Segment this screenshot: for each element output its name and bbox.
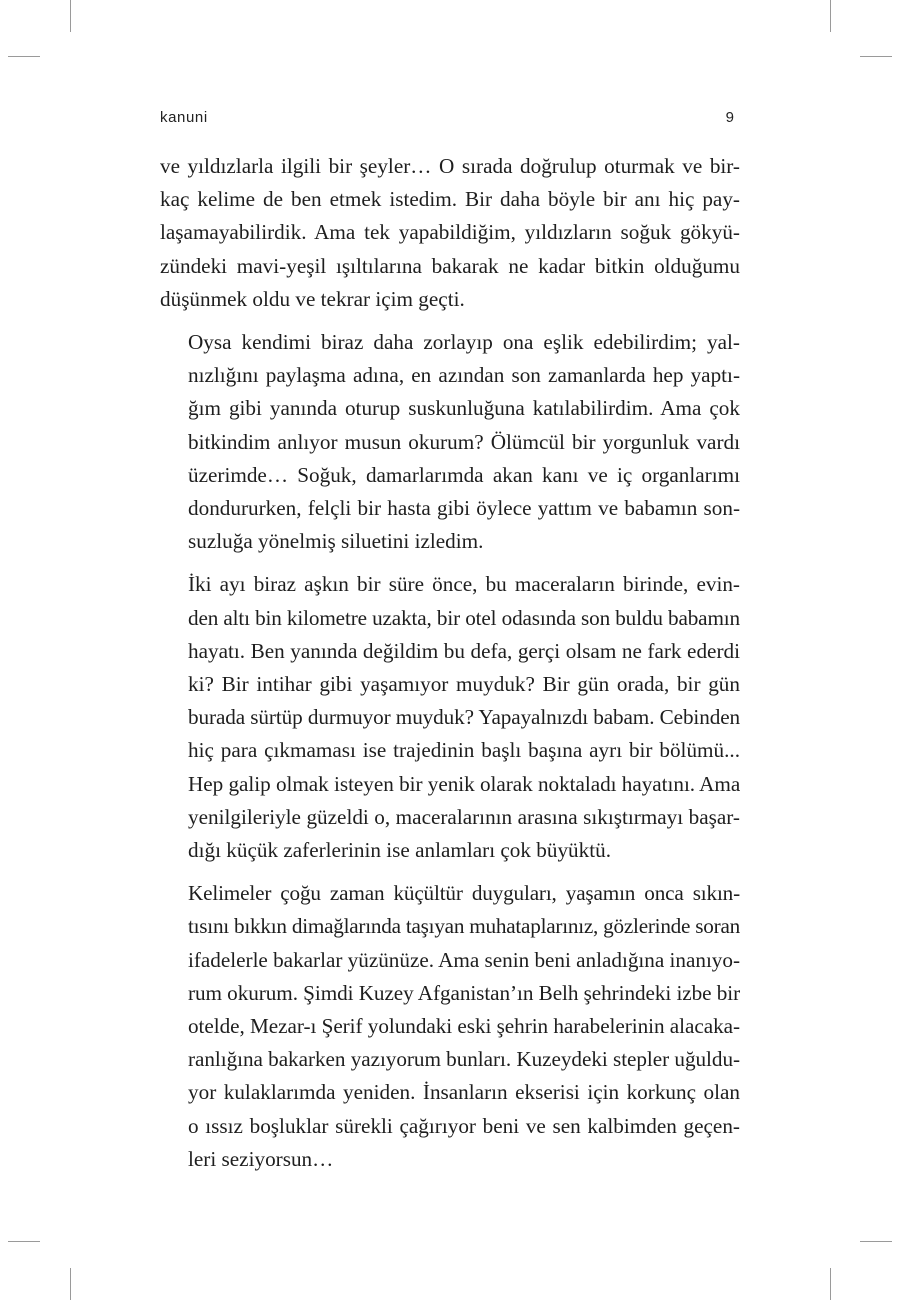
crop-mark-right-bottom bbox=[860, 1241, 892, 1242]
text-line: zündeki mavi-yeşil ışıltılarına bakarak ne kadar bitkin olduğumu bbox=[160, 253, 740, 278]
text-line: rum okurum. Şimdi Kuzey Afganistan’ın Belh şehrindeki izbe bir bbox=[188, 980, 741, 1005]
text-line: o ıssız boşluklar sürekli çağırıyor beni ve sen kalbimden geçen- bbox=[188, 1113, 740, 1138]
crop-mark-top-right bbox=[830, 0, 831, 32]
text-line: kaç kelime de ben etmek istedim. Bir daha böyle bir anı hiç pay- bbox=[160, 187, 740, 212]
text-line: yor kulaklarımda yeniden. İnsanların ekserisi için korkunç olan bbox=[188, 1080, 740, 1105]
text-line: dığı küçük zaferlerinin ise anlamları çok büyüktü. bbox=[188, 838, 612, 863]
crop-mark-top-left bbox=[70, 0, 71, 32]
paragraph-2 bbox=[160, 326, 740, 558]
text-line: leri seziyorsun… bbox=[188, 1146, 334, 1171]
text-line: den altı bin kilometre uzakta, bir otel odasında son buldu babamın bbox=[188, 605, 740, 630]
text-line: düşünmek oldu ve tekrar içim geçti. bbox=[160, 286, 465, 311]
paragraph-3 bbox=[160, 568, 740, 867]
running-head bbox=[160, 109, 736, 131]
text-line: otelde, Mezar-ı Şerif yolundaki eski şehrin harabelerinin alacaka- bbox=[188, 1014, 740, 1039]
text-line: ve yıldızlarla ilgili bir şeyler… O sırada doğrulup oturmak ve bir- bbox=[160, 154, 740, 178]
text-line: hayatı. Ben yanında değildim bu defa, gerçi olsam ne fark ederdi bbox=[188, 638, 740, 663]
text-line: yenilgileriyle güzeldi o, maceralarının arasına sıkıştırmayı başar- bbox=[188, 804, 740, 829]
page-number: 9 bbox=[725, 109, 734, 126]
crop-mark-left-top bbox=[8, 56, 40, 57]
text-line: ranlığına bakarken yazıyorum bunları. Kuzeydeki stepler uğuldu- bbox=[188, 1047, 740, 1072]
text-line: bitkindim anlıyor musun okurum? Ölümcül bir yorgunluk vardı bbox=[188, 429, 740, 454]
text-line: burada sürtüp durmuyor muyduk? Yapayalnızdı babam. Cebinden bbox=[188, 705, 740, 730]
text-line: ğım gibi yanında oturup suskunluğuna katılabilirdim. Ama çok bbox=[188, 396, 740, 421]
text-line: tısını bıkkın dimağlarında taşıyan muhataplarınız, gözlerinde soran bbox=[188, 914, 740, 939]
paragraph-4 bbox=[160, 877, 740, 1176]
crop-mark-right-top bbox=[860, 56, 892, 57]
crop-mark-bottom-right bbox=[830, 1268, 831, 1300]
crop-mark-bottom-left bbox=[70, 1268, 71, 1300]
text-line: nızlığını paylaşma adına, en azından son zamanlarda hep yaptı- bbox=[188, 363, 740, 388]
text-line: ifadelerle bakarlar yüzünüze. Ama senin beni anladığına inanıyo- bbox=[188, 947, 741, 972]
paragraph-1 bbox=[160, 150, 740, 316]
text-line: Hep galip olmak isteyen bir yenik olarak noktaladı hayatını. Ama bbox=[188, 771, 741, 796]
text-line: dondururken, felçli bir hasta gibi öylece yattım ve babamın son- bbox=[188, 496, 740, 521]
text-line: Oysa kendimi biraz daha zorlayıp ona eşlik edebilirdim; yal- bbox=[188, 330, 740, 355]
text-line: ki? Bir intihar gibi yaşamıyor muyduk? Bir gün orada, bir gün bbox=[188, 672, 740, 697]
text-line: üzerimde… Soğuk, damarlarımda akan kanı ve iç organlarımı bbox=[188, 462, 740, 487]
text-line: suzluğa yönelmiş siluetini izledim. bbox=[188, 529, 484, 554]
text-line: Kelimeler çoğu zaman küçültür duyguları, yaşamın onca sıkın- bbox=[188, 881, 740, 906]
text-line: hiç para çıkmaması ise trajedinin başlı başına ayrı bir bölümü... bbox=[188, 738, 740, 763]
running-head-title: kanuni bbox=[160, 109, 208, 126]
text-line: laşamayabilirdik. Ama tek yapabildiğim, yıldızların soğuk gökyü- bbox=[160, 220, 740, 245]
crop-mark-left-bottom bbox=[8, 1241, 40, 1242]
text-line: İki ayı biraz aşkın bir süre önce, bu maceraların birinde, evin- bbox=[188, 572, 740, 597]
body-text bbox=[160, 150, 740, 1186]
